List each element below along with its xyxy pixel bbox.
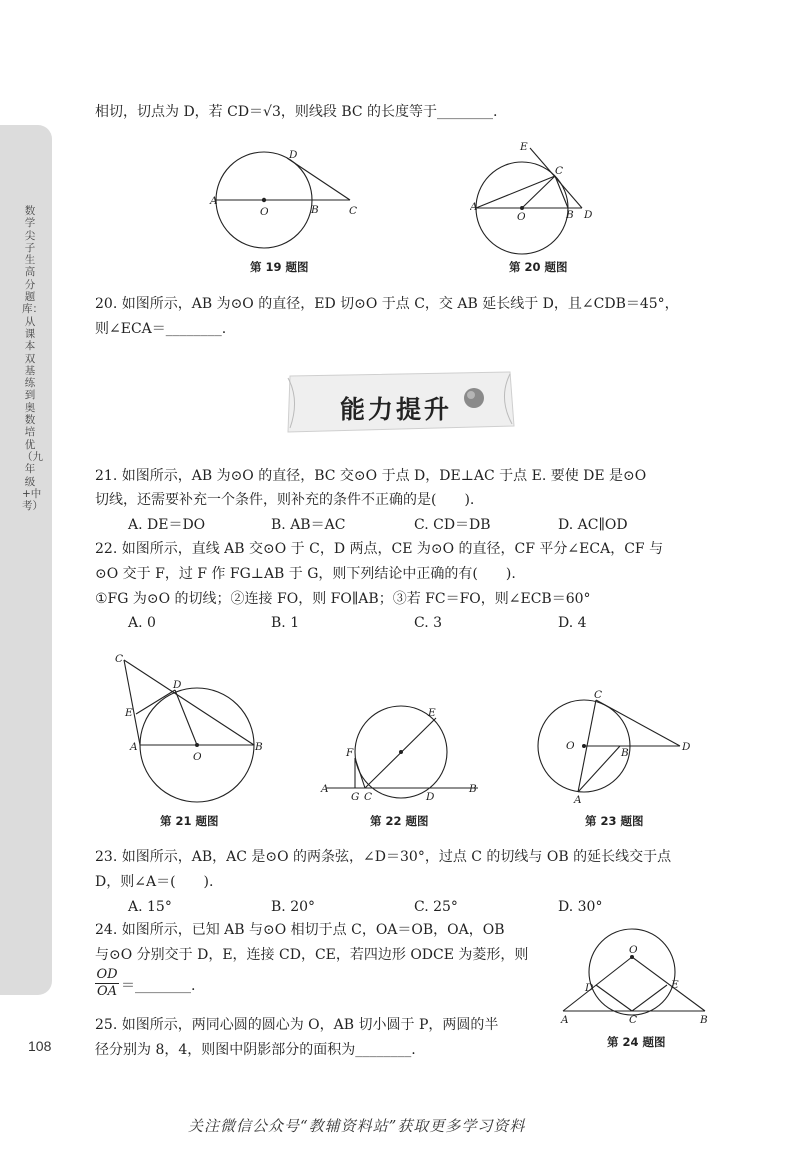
label-B: B — [700, 1014, 708, 1026]
q20-line2: 则∠ECA＝________. — [95, 321, 227, 337]
q21-option-c: C. CD＝DB — [414, 517, 491, 533]
q21-option-b: B. AB＝AC — [271, 517, 346, 533]
label-D: D — [289, 149, 298, 161]
label-O: O — [629, 944, 638, 956]
label-D: D — [426, 791, 435, 803]
q24-answer-blank: ＝________. — [121, 978, 196, 994]
label-C: C — [364, 791, 373, 803]
q23-option-a: A. 15° — [128, 899, 172, 915]
label-A: A — [130, 741, 138, 753]
q22-option-b: B. 1 — [271, 615, 300, 631]
q25-line2: 径分别为 8，4，则图中阴影部分的面积为________. — [95, 1042, 416, 1058]
label-D: D — [584, 209, 593, 221]
figure-22 — [318, 700, 488, 810]
section-banner-title: 能力提升 — [340, 395, 453, 424]
label-A: A — [574, 794, 582, 806]
q19-text: 相切，切点为 D，若 CD＝√3，则线段 BC 的长度等于________. — [95, 104, 498, 120]
q24-frac-denominator: OA — [96, 984, 118, 999]
label-F: F — [346, 747, 354, 759]
q21-option-a: A. DE＝DO — [128, 517, 206, 533]
figure-20 — [470, 138, 600, 256]
figure-21 — [110, 650, 275, 810]
q23-line2: D，则∠A＝( ). — [95, 874, 214, 890]
fig20-caption: 第 20 题图 — [509, 260, 568, 274]
q22-option-a: A. 0 — [128, 615, 156, 631]
label-C: C — [115, 653, 124, 665]
q24-line1: 24. 如图所示，已知 AB 与⊙O 相切于点 C，OA＝OB，OA，OB — [95, 922, 505, 938]
fig21-caption: 第 21 题图 — [160, 814, 219, 828]
figure-24 — [555, 925, 715, 1027]
label-A: A — [210, 195, 218, 207]
label-B: B — [255, 741, 263, 753]
label-G: G — [351, 791, 360, 803]
figure-23 — [530, 688, 700, 808]
fig22-caption: 第 22 题图 — [370, 814, 429, 828]
label-O: O — [260, 206, 269, 218]
fig24-caption: 第 24 题图 — [607, 1035, 666, 1049]
q22-line2: ⊙O 交于 F，过 F 作 FG⊥AB 于 G，则下列结论中正确的有( ). — [95, 566, 516, 582]
q21-line1: 21. 如图所示，AB 为⊙O 的直径，BC 交⊙O 于点 D，DE⊥AC 于点 E. 要使 DE 是⊙O — [95, 468, 647, 484]
page-number: 108 — [28, 1038, 52, 1054]
label-E: E — [428, 707, 436, 719]
q25-line1: 25. 如图所示，两同心圆的圆心为 O，AB 切小圆于 P，两圆的半 — [95, 1017, 499, 1033]
q22-option-d: D. 4 — [558, 615, 587, 631]
q24-line2: 与⊙O 分别交于 D，E，连接 CD，CE，若四边形 ODCE 为菱形，则 — [95, 947, 529, 963]
q24-frac-numerator: OD — [96, 967, 118, 982]
sidebar-book-title: 数学尖子生高分题库：从课本双基练到奥数培优（九年级+中考） — [22, 205, 43, 513]
label-E: E — [125, 707, 133, 719]
q23-option-c: C. 25° — [414, 899, 458, 915]
q21-option-d: D. AC∥OD — [558, 517, 628, 533]
label-C: C — [555, 165, 564, 177]
label-B: B — [566, 209, 574, 221]
q22-line3: ①FG 为⊙O 的切线；②连接 FO，则 FO∥AB；③若 FC＝FO，则∠ECB＝60° — [95, 591, 591, 607]
label-O: O — [566, 740, 575, 752]
q23-option-d: D. 30° — [558, 899, 603, 915]
q24-fraction — [95, 967, 119, 1000]
fig19-caption: 第 19 题图 — [250, 260, 309, 274]
label-C: C — [349, 205, 358, 217]
label-E: E — [520, 141, 528, 153]
label-A: A — [470, 201, 478, 213]
q22-option-c: C. 3 — [414, 615, 443, 631]
q20-line1: 20. 如图所示，AB 为⊙O 的直径，ED 切⊙O 于点 C，交 AB 延长线于 D，且∠CDB＝45°， — [95, 296, 679, 312]
label-O: O — [517, 211, 526, 223]
q23-option-b: B. 20° — [271, 899, 316, 915]
label-C: C — [594, 689, 603, 701]
q22-line1: 22. 如图所示，直线 AB 交⊙O 于 C，D 两点，CE 为⊙O 的直径，CF 平分∠ECA，CF 与 — [95, 541, 664, 557]
q23-line1: 23. 如图所示，AB，AC 是⊙O 的两条弦，∠D＝30°，过点 C 的切线与 OB 的延长线交于点 — [95, 849, 672, 865]
fig23-caption: 第 23 题图 — [585, 814, 644, 828]
label-B: B — [469, 783, 477, 795]
label-O: O — [193, 751, 202, 763]
label-A: A — [561, 1014, 569, 1026]
label-E: E — [671, 979, 679, 991]
label-A: A — [321, 783, 329, 795]
label-B: B — [621, 747, 629, 759]
label-D: D — [682, 741, 691, 753]
label-B: B — [311, 204, 319, 216]
q21-line2: 切线，还需要补充一个条件，则补充的条件不正确的是( ). — [95, 492, 475, 508]
figure-19 — [200, 140, 370, 258]
footer-promo: 关注微信公众号“教辅资料站”获取更多学习资料 — [188, 1117, 526, 1135]
label-D: D — [173, 679, 182, 691]
label-D: D — [585, 982, 594, 994]
label-C: C — [629, 1014, 638, 1026]
